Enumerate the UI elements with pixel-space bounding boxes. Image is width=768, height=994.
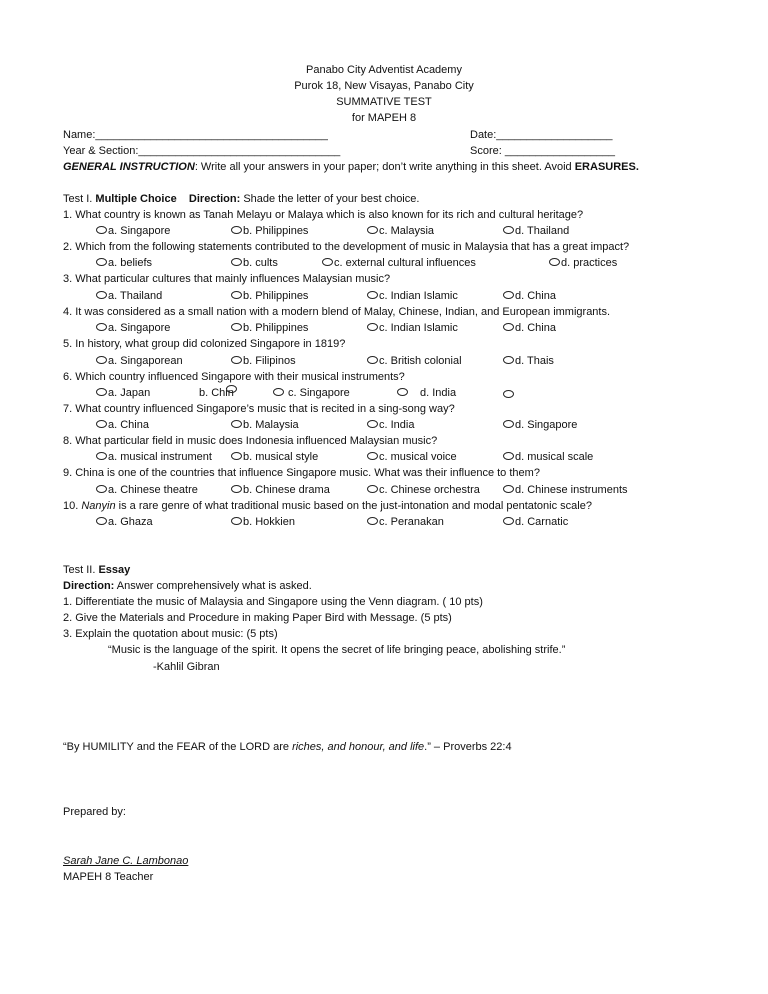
- question-5: 5. In history, what group did colonized Singapore in 1819?: [63, 338, 346, 350]
- option-2c[interactable]: c. external cultural influences: [322, 255, 476, 271]
- answer-bubble: [96, 226, 107, 234]
- option-5b[interactable]: b. Filipinos: [231, 353, 296, 369]
- option-10b[interactable]: b. Hokkien: [231, 514, 295, 530]
- music-quote: “Music is the language of the spirit. It opens the secret of life bringing peace, abolishing strife.”: [108, 644, 566, 656]
- option-6d[interactable]: d. India: [397, 385, 456, 401]
- test1-prefix: Test I.: [63, 193, 96, 205]
- answer-bubble: [231, 323, 242, 331]
- option-3a[interactable]: a. Thailand: [96, 288, 162, 304]
- answer-bubble: [503, 452, 514, 460]
- option-1b[interactable]: b. Philippines: [231, 223, 308, 239]
- answer-bubble: [503, 517, 514, 525]
- option-7d[interactable]: d. Singapore: [503, 417, 577, 433]
- answer-bubble: [503, 323, 514, 331]
- quote-author: -Kahlil Gibran: [153, 661, 220, 673]
- option-8d[interactable]: d. musical scale: [503, 449, 593, 465]
- option-9a[interactable]: a. Chinese theatre: [96, 482, 198, 498]
- answer-bubble: [96, 452, 107, 460]
- option-3d[interactable]: d. China: [503, 288, 556, 304]
- answer-bubble: [273, 388, 284, 396]
- option-2a[interactable]: a. beliefs: [96, 255, 152, 271]
- option-7a[interactable]: a. China: [96, 417, 149, 433]
- option-5a[interactable]: a. Singaporean: [96, 353, 183, 369]
- option-10a[interactable]: a. Ghaza: [96, 514, 153, 530]
- answer-bubble: [503, 420, 514, 428]
- question-1: 1. What country is known as Tanah Melayu or Malaya which is also known for its rich and cultural heritage?: [63, 209, 584, 221]
- option-4c[interactable]: c. Indian Islamic: [367, 320, 458, 336]
- option-1d[interactable]: d. Thailand: [503, 223, 569, 239]
- answer-bubble: [503, 485, 514, 493]
- answer-bubble: [231, 517, 242, 525]
- option-2b[interactable]: b. cults: [231, 255, 278, 271]
- answer-bubble: [367, 485, 378, 493]
- teacher-title: MAPEH 8 Teacher: [63, 871, 154, 883]
- question-4: 4. It was considered as a small nation with a modern blend of Malay, Chinese, Indian, and European immigrants.: [63, 306, 611, 318]
- option-8a[interactable]: a. musical instrument: [96, 449, 212, 465]
- test2-heading: Test II. Essay: [63, 564, 131, 576]
- option-6c[interactable]: c. Singapore: [273, 385, 350, 401]
- option-9d[interactable]: d. Chinese instruments: [503, 482, 628, 498]
- answer-bubble: [231, 291, 242, 299]
- option-5d[interactable]: d. Thais: [503, 353, 554, 369]
- option-3b[interactable]: b. Philippines: [231, 288, 308, 304]
- name-field: Name:______________________________________: [63, 129, 328, 141]
- school-name: Panabo City Adventist Academy: [306, 64, 462, 76]
- test1-title: Multiple Choice: [95, 193, 177, 205]
- option-4a[interactable]: a. Singapore: [96, 320, 170, 336]
- bible-verse: “By HUMILITY and the FEAR of the LORD are riches, and honour, and life.” – Proverbs 22:4: [63, 741, 512, 753]
- question-8: 8. What particular field in music does Indonesia influenced Malaysian music?: [63, 435, 438, 447]
- option-1c[interactable]: c. Malaysia: [367, 223, 434, 239]
- answer-bubble: [96, 485, 107, 493]
- answer-bubble: [96, 258, 107, 266]
- answer-bubble: [503, 226, 514, 234]
- option-4d[interactable]: d. China: [503, 320, 556, 336]
- instruction-emphasis: ERASURES.: [574, 161, 639, 173]
- question-9: 9. China is one of the countries that influence Singapore music. What was their influence to them?: [63, 467, 540, 479]
- instruction-text: : Write all your answers in your paper; don’t write anything in this sheet. Avoid: [194, 161, 575, 173]
- option-5c[interactable]: c. British colonial: [367, 353, 462, 369]
- essay-item-2: 2. Give the Materials and Procedure in making Paper Bird with Message. (5 pts): [63, 612, 452, 624]
- test-subject: for MAPEH 8: [351, 112, 417, 124]
- option-7b[interactable]: b. Malaysia: [231, 417, 299, 433]
- option-1a[interactable]: a. Singapore: [96, 223, 170, 239]
- test-type: SUMMATIVE TEST: [336, 96, 432, 108]
- answer-bubble: [367, 517, 378, 525]
- option-9b[interactable]: b. Chinese drama: [231, 482, 330, 498]
- answer-bubble: [231, 485, 242, 493]
- test1-direction-label: Direction:: [188, 193, 241, 205]
- option-6b[interactable]: b. Chin: [199, 385, 238, 401]
- option-9c[interactable]: c. Chinese orchestra: [367, 482, 480, 498]
- answer-bubble[interactable]: [503, 390, 514, 398]
- answer-bubble: [96, 356, 107, 364]
- answer-bubble: [231, 226, 242, 234]
- answer-bubble: [231, 452, 242, 460]
- test1-direction-text: Shade the letter of your best choice.: [240, 193, 420, 205]
- answer-bubble: [367, 452, 378, 460]
- answer-bubble: [503, 291, 514, 299]
- question-3: 3. What particular cultures that mainly influences Malaysian music?: [63, 273, 391, 285]
- answer-bubble: [231, 356, 242, 364]
- option-2d[interactable]: d. practices: [549, 255, 617, 271]
- option-8c[interactable]: c. musical voice: [367, 449, 457, 465]
- option-10c[interactable]: c. Peranakan: [367, 514, 444, 530]
- answer-bubble: [96, 517, 107, 525]
- question-10: 10. Nanyin is a rare genre of what traditional music based on the just-intonation and modal pentatonic scale?: [63, 500, 592, 512]
- answer-bubble: [231, 258, 242, 266]
- option-10d[interactable]: d. Carnatic: [503, 514, 568, 530]
- score-field: Score: __________________: [470, 145, 615, 157]
- option-6a[interactable]: a. Japan: [96, 385, 150, 401]
- instruction-label: GENERAL INSTRUCTION: [63, 161, 195, 173]
- answer-bubble: [503, 356, 514, 364]
- answer-bubble: [367, 356, 378, 364]
- answer-bubble: [367, 323, 378, 331]
- answer-bubble: [231, 420, 242, 428]
- school-address: Purok 18, New Visayas, Panabo City: [294, 80, 474, 92]
- answer-bubble: [96, 420, 107, 428]
- option-8b[interactable]: b. musical style: [231, 449, 318, 465]
- option-4b[interactable]: b. Philippines: [231, 320, 308, 336]
- answer-bubble: [322, 258, 333, 266]
- teacher-name: Sarah Jane C. Lambonao: [63, 855, 189, 867]
- answer-bubble: [549, 258, 560, 266]
- test1-heading: [63, 191, 419, 207]
- date-field: Date:___________________: [470, 129, 613, 141]
- answer-bubble: [96, 291, 107, 299]
- prepared-by-label: Prepared by:: [63, 806, 126, 818]
- essay-item-1: 1. Differentiate the music of Malaysia and Singapore using the Venn diagram. ( 10 pts): [63, 596, 483, 608]
- answer-bubble: [96, 323, 107, 331]
- answer-bubble: [367, 226, 378, 234]
- essay-item-3: 3. Explain the quotation about music: (5 pts): [63, 628, 278, 640]
- answer-bubble: [226, 385, 237, 393]
- question-7: 7. What country influenced Singapore’s music that is recited in a sing-song way?: [63, 403, 455, 415]
- test2-direction: Direction: Answer comprehensively what is asked.: [63, 580, 312, 592]
- answer-bubble: [96, 388, 107, 396]
- general-instruction: [63, 159, 639, 175]
- question-2: 2. Which from the following statements contributed to the development of music in Malaysia that has a great impact?: [63, 241, 630, 253]
- answer-bubble: [367, 420, 378, 428]
- answer-bubble: [367, 291, 378, 299]
- answer-bubble: [397, 388, 408, 396]
- question-6: 6. Which country influenced Singapore with their musical instruments?: [63, 371, 405, 383]
- option-7c[interactable]: c. India: [367, 417, 414, 433]
- option-3c[interactable]: c. Indian Islamic: [367, 288, 458, 304]
- year-section-field: Year & Section:_________________________________: [63, 145, 341, 157]
